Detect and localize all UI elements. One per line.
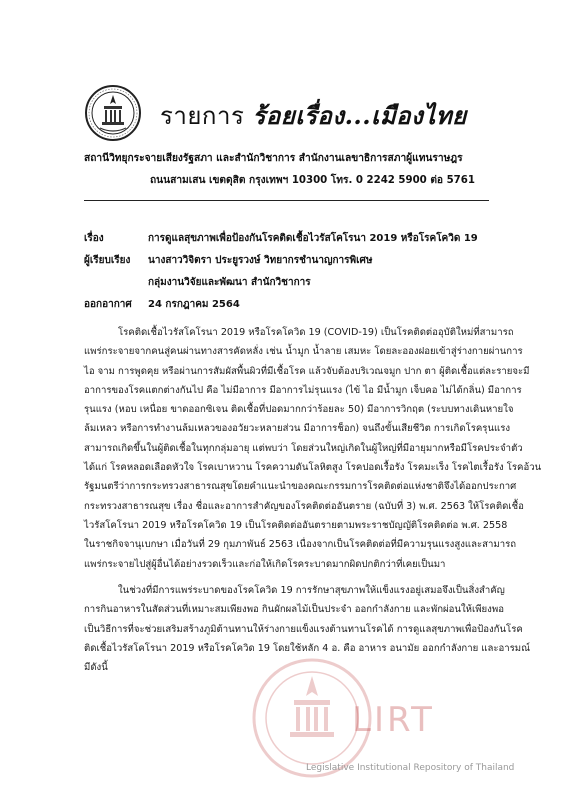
- subject-value: การดูแลสุขภาพเพื่อป้องกันโรคติดเชื้อไวรัสโคโรนา 2019 หรือโรคโควิด 19: [148, 233, 478, 244]
- paragraph-line: ล้มเหลว หรือการทำงานล้มเหลวของอวัยวะหลายส่วน มีอาการช็อก) จนถึงขั้นเสียชีวิต การเกิดโรครุนแรง: [84, 423, 511, 435]
- subject-label: เรื่อง: [84, 233, 104, 244]
- paragraph-line: ไอ จาม การพูดคุย หรือผ่านการสัมผัสพื้นผิวที่มีเชื้อโรค แล้วจับต้องบริเวณจมูก ปาก ตา ผู้ติดเชื้อแต่ละรายจะมี: [84, 365, 530, 377]
- paragraph-line: อาการของโรคแตกต่างกันไป คือ ไม่มีอาการ มีอาการไม่รุนแรง (ไข้ ไอ มีน้ำมูก เจ็บคอ ไม่ได้กลิ่น) มีอาการ: [84, 384, 522, 396]
- paragraph-line: รัฐมนตรีว่าการกระทรวงสาธารณสุขโดยคำแนะนำของคณะกรรมการโรคติดต่อแห่งชาติจึงได้ออกประกาศ: [84, 481, 517, 493]
- date-label: ออกอากาศ: [84, 299, 132, 310]
- paragraph-line: รุนแรง (หอบ เหนื่อย ขาดออกซิเจน ติดเชื้อที่ปอดมากกว่าร้อยละ 50) มีอาการวิกฤต (ระบบทางเดินหายใจ: [84, 404, 514, 416]
- paragraph-line: ติดเชื้อไวรัสโคโรนา 2019 หรือโรคโควิด 19 โดยใช้หลัก 4 อ. คือ อาหาร อนามัย ออกกำลังกาย และอารมณ์: [84, 642, 530, 654]
- paragraph-line: สามารถเกิดขึ้นในผู้ติดเชื้อในทุกกลุ่มอายุ แต่พบว่า โดยส่วนใหญ่เกิดในผู้ใหญ่ที่มีอายุมากหรือมีโรคประจำตัว: [84, 442, 523, 454]
- paragraph-line: แพร่กระจายจากคนสู่คนผ่านทางสารคัดหลั่ง เช่น น้ำมูก น้ำลาย เสมหะ โดยละอองฝอยเข้าสู่ร่างกายผ่านการ: [84, 346, 523, 358]
- author-value: นางสาววิจิตรา ประยูรวงษ์ วิทยากรชำนาญการพิเศษ: [148, 255, 373, 266]
- paragraph-line: ไวรัสโคโรนา 2019 หรือโรคโควิด 19 เป็นโรคติดต่ออันตรายตามพระราชบัญญัติโรคติดต่อ พ.ศ. 2558: [84, 519, 508, 531]
- author-label: ผู้เรียบเรียง: [84, 255, 131, 266]
- lirt-watermark-caption: Legislative Institutional Repository of Thailand: [306, 763, 515, 773]
- paragraph-line: โรคติดเชื้อไวรัสโคโรนา 2019 หรือโรคโควิด 19 (COVID-19) เป็นโรคติดต่ออุบัติใหม่ที่สามารถ: [118, 327, 514, 338]
- paragraph-line: มีดังนี้: [84, 662, 108, 674]
- paragraph-line: ในราชกิจจานุเบกษา เมื่อวันที่ 29 กุมภาพันธ์ 2563 เนื่องจากเป็นโรคติดต่อที่มีความรุนแรงสูงและสามารถ: [84, 539, 517, 551]
- paragraph-1: [84, 323, 542, 574]
- lirt-watermark-text: LIRT: [352, 700, 435, 740]
- paragraph-line: การกินอาหารในสัดส่วนที่เหมาะสมเพียงพอ กินผักผลไม้เป็นประจำ ออกกำลังกาย และพักผ่อนให้เพียงพอ: [84, 604, 504, 616]
- publisher-line: สถานีวิทยุกระจายเสียงรัฐสภา และสำนักวิชาการ สำนักงานเลขาธิการสภาผู้แทนราษฎร: [84, 153, 463, 164]
- address-line: ถนนสามเสน เขตดุสิต กรุงเทพฯ 10300 โทร. 0 2242 5900 ต่อ 5761: [150, 175, 475, 186]
- date-value: 24 กรกฎาคม 2564: [148, 299, 240, 310]
- paragraph-line: แพร่กระจายไปสู่ผู้อื่นได้อย่างรวดเร็วและก่อให้เกิดโรคระบาดมากผิดปกติกว่าที่เคยเป็นมา: [84, 558, 446, 570]
- paragraph-line: ในช่วงที่มีการแพร่ระบาดของโรคโควิด 19 การรักษาสุขภาพให้แข็งแรงอยู่เสมอจึงเป็นสิ่งสำคัญ: [118, 585, 505, 596]
- header-divider: [84, 200, 489, 201]
- paragraph-line: ได้แก่ โรคหลอดเลือดหัวใจ โรคเบาหวาน โรคความดันโลหิตสูง โรคปอดเรื้อรัง โรคมะเร็ง โรคไตเรื้อรัง โรคอ้วน: [84, 462, 542, 474]
- department-value: กลุ่มงานวิจัยและพัฒนา สำนักวิชาการ: [148, 277, 311, 288]
- program-title: [160, 96, 467, 135]
- parliament-seal-icon: [84, 84, 142, 142]
- program-title-italic: ร้อยเรื่อง...เมืองไทย: [252, 101, 467, 130]
- program-title-plain: รายการ: [160, 102, 253, 130]
- paragraph-line: กระทรวงสาธารณสุข เรื่อง ชื่อและอาการสำคัญของโรคติดต่ออันตราย (ฉบับที่ 3) พ.ศ. 2563 ให้โรคติดเชื้อ: [84, 500, 524, 512]
- paragraph-line: เป็นวิธีการที่จะช่วยเสริมสร้างภูมิต้านทานให้ร่างกายแข็งแรงต้านทานโรคได้ การดูแลสุขภาพเพื่อป้องกันโรค: [84, 623, 523, 635]
